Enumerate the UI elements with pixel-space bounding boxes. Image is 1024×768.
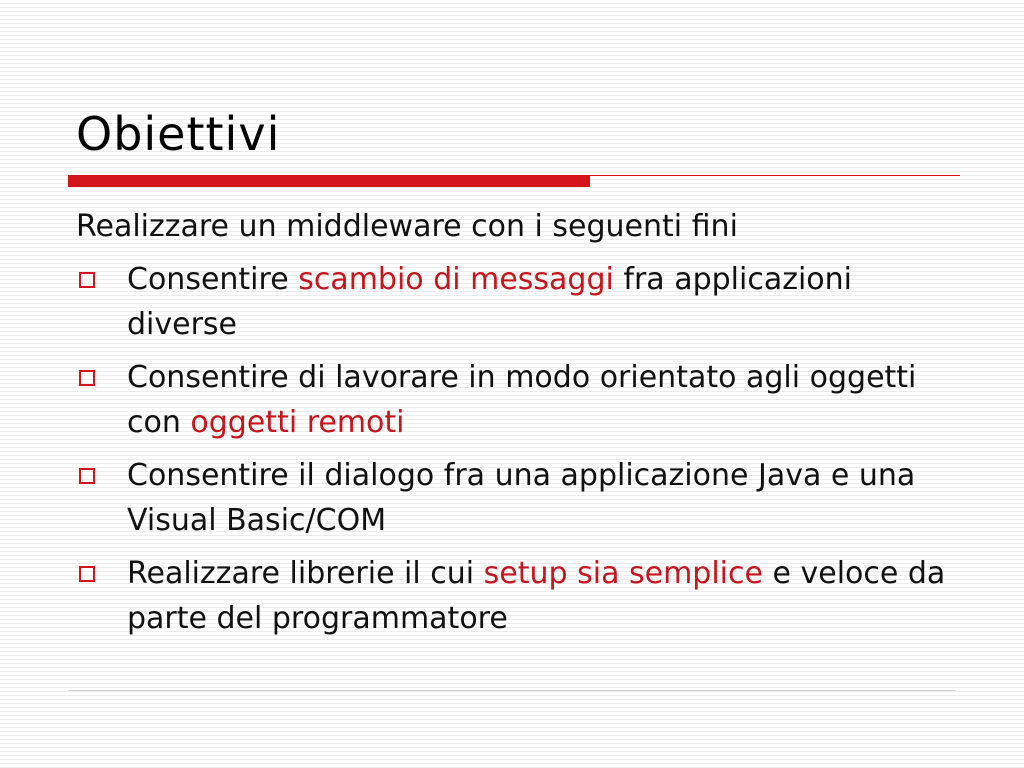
- bullet-text-before: Consentire il dialogo fra una applicazione Java e una Visual Basic/COM: [127, 458, 916, 538]
- bullet-text-accent: setup sia semplice: [483, 556, 763, 591]
- title-underline-thin: [590, 175, 960, 176]
- footer-divider: [68, 690, 956, 691]
- slide-body: [76, 204, 956, 649]
- bullet-text-before: Consentire: [127, 262, 299, 297]
- square-outline-icon: [79, 370, 95, 386]
- bullet-item: [76, 551, 956, 641]
- bullet-text-after: e veloce da parte del programmatore: [127, 556, 946, 636]
- bullet-text-accent: oggetti remoti: [190, 405, 405, 440]
- square-outline-icon: [79, 272, 95, 288]
- bullet-text-before: Consentire di lavorare in modo orientato agli oggetti con: [127, 360, 917, 440]
- slide-title: Obiettivi: [76, 107, 281, 161]
- intro-text: Realizzare un middleware con i seguenti fini: [76, 209, 738, 244]
- bullet-list: [76, 257, 956, 641]
- bullet-item: [76, 453, 956, 543]
- bullet-text-accent: scambio di messaggi: [298, 262, 614, 297]
- bullet-item: [76, 355, 956, 445]
- title-underline-bar: [68, 175, 590, 187]
- bullet-item: [76, 257, 956, 347]
- square-outline-icon: [79, 566, 95, 582]
- bullet-text-before: Realizzare librerie il cui: [127, 556, 484, 591]
- square-outline-icon: [79, 468, 95, 484]
- bullet-text-after: fra applicazioni diverse: [127, 262, 853, 342]
